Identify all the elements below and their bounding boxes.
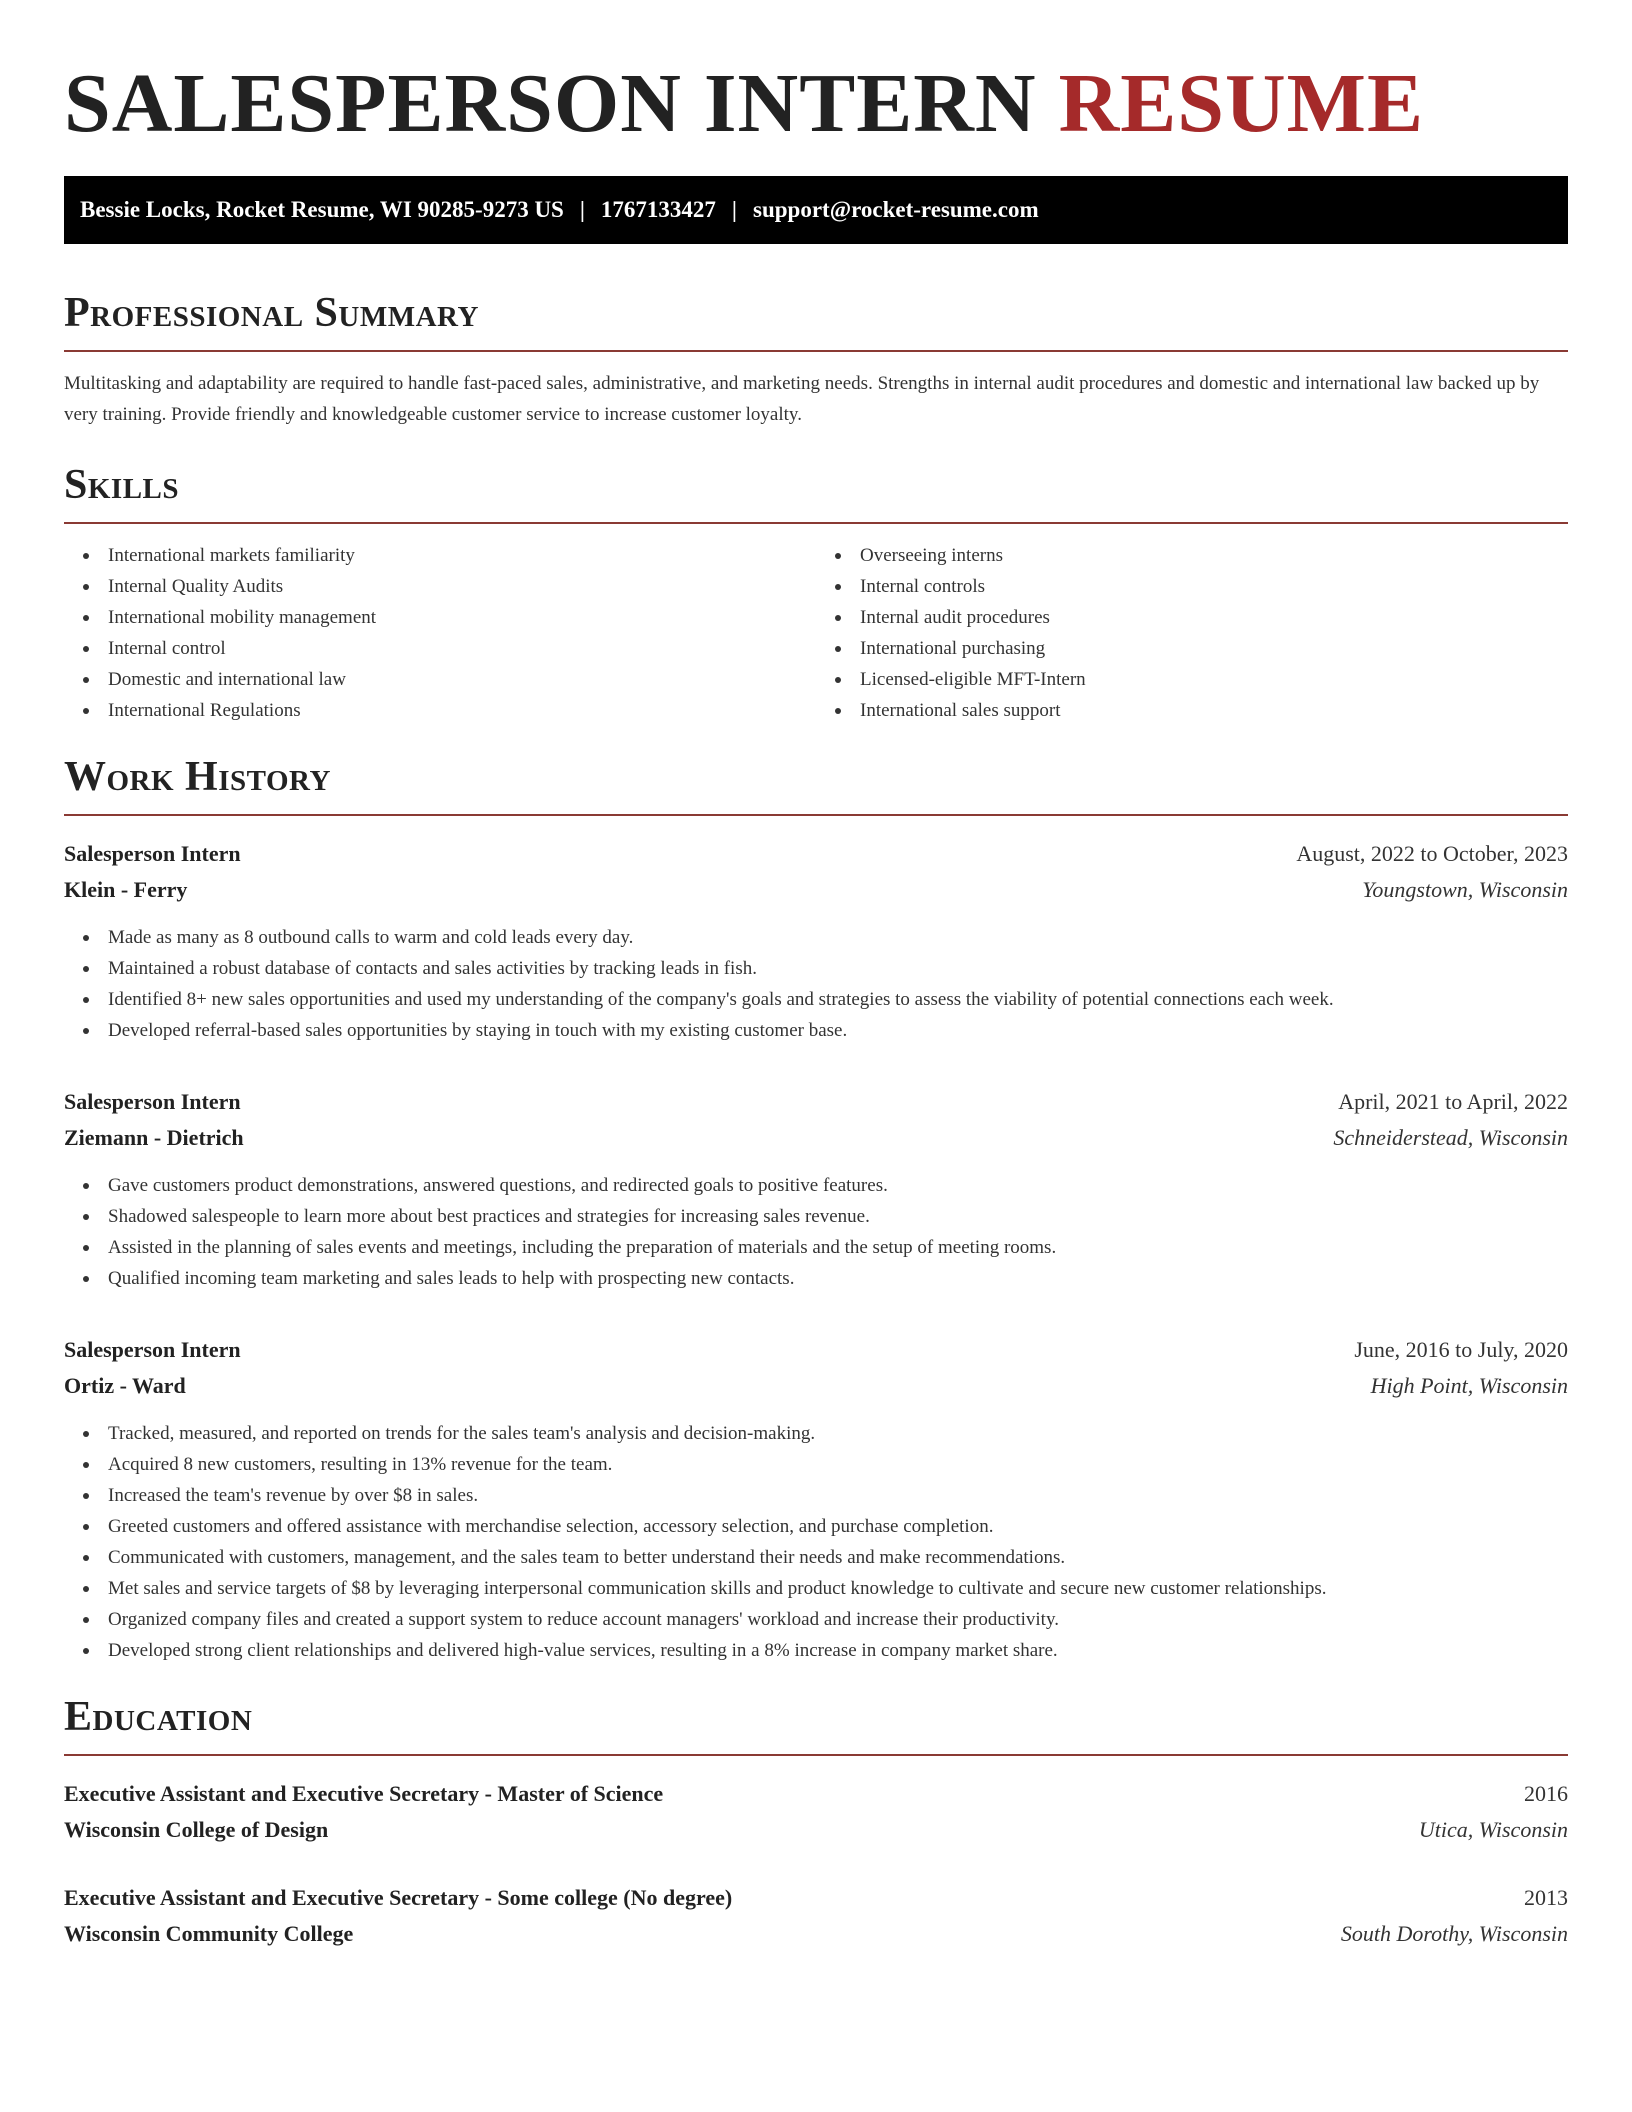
summary-section [64,288,1568,430]
job-bullet: Met sales and service targets of $8 by leveraging interpersonal communication skills and product knowledge to cultivate and secure new customer relationships. [108,1573,1568,1604]
job-bullet: Assisted in the planning of sales events and meetings, including the preparation of materials and the setup of meeting rooms. [108,1232,1568,1263]
contact-separator: | [579,197,585,222]
summary-text: Multitasking and adaptability are required to handle fast-paced sales, administrative, and marketing needs. Strengths in internal audit procedures and domestic and international law backed up by very training. Provide friendly and knowledgeable customer service to increase customer loyalty. [64,373,1540,425]
education-entry [64,1776,1568,1848]
job-location: Youngstown, Wisconsin [1362,877,1568,902]
education-location: Utica, Wisconsin [1418,1817,1568,1842]
job-bullet: Communicated with customers, management, and the sales team to better understand their needs and make recommendations. [108,1542,1568,1573]
job-bullet: Tracked, measured, and reported on trends for the sales team's analysis and decision-making. [108,1418,1568,1449]
job-bullet: Greeted customers and offered assistance with merchandise selection, accessory selection, and purchase completion. [108,1511,1568,1542]
education-degree-row [64,1880,1568,1916]
job-bullet: Identified 8+ new sales opportunities and used my understanding of the company's goals and strategies to assess the viability of potential connections each week. [108,984,1568,1015]
job-header-row [64,836,1568,872]
skill-item: Overseeing interns [860,540,1568,571]
job-bullet: Developed strong client relationships and delivered high-value services, resulting in a 8% increase in company market share. [108,1635,1568,1666]
education-year: 2013 [1524,1885,1568,1910]
job-bullet: Acquired 8 new customers, resulting in 13% revenue for the team. [108,1449,1568,1480]
job-company: Ziemann - Dietrich [64,1125,244,1150]
title-main: SALESPERSON INTERN [64,57,1037,150]
job-entry [64,1332,1568,1666]
job-bullet: Maintained a robust database of contacts and sales activities by tracking leads in fish. [108,953,1568,984]
education-degree: Executive Assistant and Executive Secretary - Master of Science [64,1781,664,1806]
job-bullets [64,1170,1568,1294]
job-bullets [64,1418,1568,1666]
education-entry [64,1880,1568,1952]
job-company: Klein - Ferry [64,877,188,902]
education-heading: Education [64,1692,1568,1756]
job-bullet: Made as many as 8 outbound calls to warm and cold leads every day. [108,922,1568,953]
skill-item: International Regulations [108,695,816,726]
contact-bar [64,176,1568,244]
skill-item: Internal controls [860,571,1568,602]
job-location: High Point, Wisconsin [1370,1373,1568,1398]
skills-heading: Skills [64,460,1568,524]
work-history-heading: Work History [64,752,1568,816]
skill-item: Internal Quality Audits [108,571,816,602]
work-history-section [64,752,1568,1666]
job-company-row [64,1368,1568,1404]
job-company-row [64,872,1568,908]
summary-heading: Professional Summary [64,288,1568,352]
job-location: Schneiderstead, Wisconsin [1333,1125,1568,1150]
contact-email: support@rocket-resume.com [753,197,1039,222]
job-bullet: Gave customers product demonstrations, answered questions, and redirected goals to positive features. [108,1170,1568,1201]
job-bullets [64,922,1568,1046]
education-degree-row [64,1776,1568,1812]
skill-item: Internal control [108,633,816,664]
education-school: Wisconsin Community College [64,1921,354,1946]
title-accent: RESUME [1058,57,1424,150]
job-bullet: Increased the team's revenue by over $8 in sales. [108,1480,1568,1511]
job-header-row [64,1332,1568,1368]
skill-item: International markets familiarity [108,540,816,571]
contact-separator: | [731,197,737,222]
education-section [64,1692,1568,1952]
job-bullet: Shadowed salespeople to learn more about best practices and strategies for increasing sales revenue. [108,1201,1568,1232]
education-school: Wisconsin College of Design [64,1817,329,1842]
job-bullet: Organized company files and created a support system to reduce account managers' workload and increase their productivity. [108,1604,1568,1635]
skill-item: International sales support [860,695,1568,726]
job-bullet: Qualified incoming team marketing and sales leads to help with prospecting new contacts. [108,1263,1568,1294]
job-title: Salesperson Intern [64,1337,241,1362]
job-dates: April, 2021 to April, 2022 [1338,1089,1568,1114]
skill-item: International mobility management [108,602,816,633]
job-header-row [64,1084,1568,1120]
job-title: Salesperson Intern [64,841,241,866]
page-title [64,0,1568,154]
skill-item: Internal audit procedures [860,602,1568,633]
job-company: Ortiz - Ward [64,1373,186,1398]
education-year: 2016 [1524,1781,1568,1806]
job-bullet: Developed referral-based sales opportunities by staying in touch with my existing customer base. [108,1015,1568,1046]
resume-page [64,0,1568,1952]
contact-phone: 1767133427 [600,197,716,222]
skills-column-left [64,540,816,726]
education-degree: Executive Assistant and Executive Secretary - Some college (No degree) [64,1885,733,1910]
skills-section [64,460,1568,726]
skill-item: International purchasing [860,633,1568,664]
contact-address: Bessie Locks, Rocket Resume, WI 90285-9273 US [80,197,564,222]
education-location: South Dorothy, Wisconsin [1340,1921,1568,1946]
job-dates: June, 2016 to July, 2020 [1354,1337,1568,1362]
job-title: Salesperson Intern [64,1089,241,1114]
education-school-row [64,1812,1568,1848]
job-entry [64,836,1568,1046]
skills-grid [64,540,1568,726]
job-entry [64,1084,1568,1294]
skills-column-right [816,540,1568,726]
job-dates: August, 2022 to October, 2023 [1296,841,1568,866]
skill-item: Licensed-eligible MFT-Intern [860,664,1568,695]
skill-item: Domestic and international law [108,664,816,695]
job-company-row [64,1120,1568,1156]
education-school-row [64,1916,1568,1952]
